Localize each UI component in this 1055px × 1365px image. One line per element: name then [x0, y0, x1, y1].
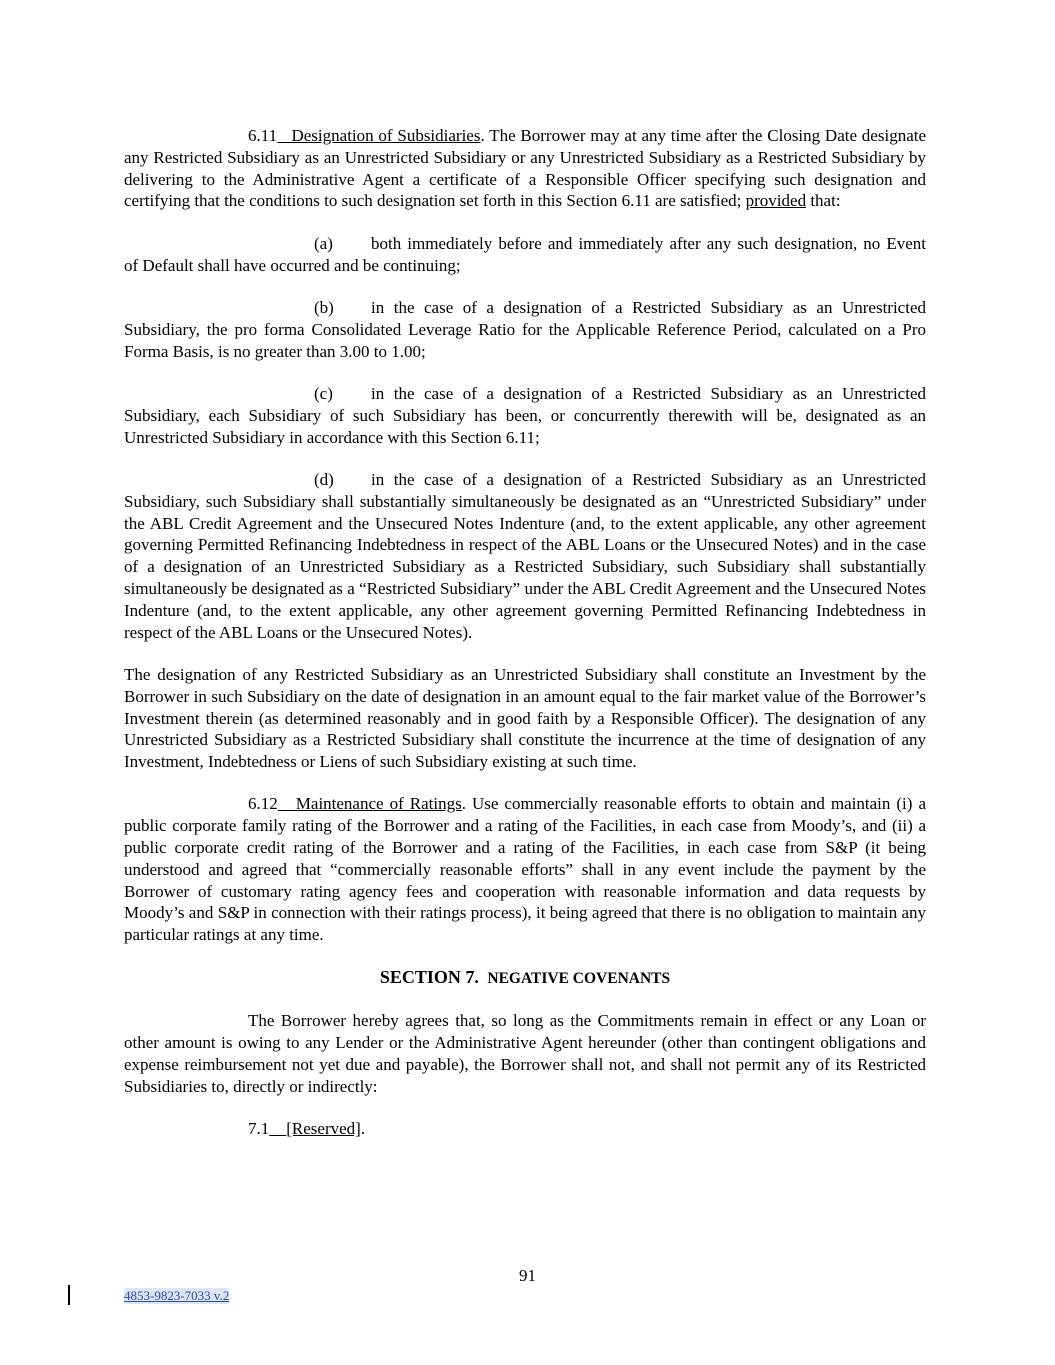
section-6-12-paragraph: [124, 793, 926, 946]
change-bar: [68, 1285, 70, 1305]
section-7-heading: [124, 967, 926, 990]
clause-a: [124, 233, 926, 277]
clause-label: (c): [314, 383, 333, 403]
provided-term: provided: [745, 191, 807, 211]
section-number: 6.12: [248, 794, 278, 814]
underline-gap: [278, 794, 296, 813]
heading-sub: NEGATIVE COVENANTS: [487, 970, 671, 988]
clause-d: [124, 469, 926, 643]
section-title: [Reserved]: [286, 1119, 361, 1139]
designation-closing-paragraph: The designation of any Restricted Subsidiary as an Unrestricted Subsidiary shall constitute an Investment by the Borrower in such Subsidiary on the date of designation in an amount equal to the fair market value of the Borrower’s Investment therein (as determined reasonably and in good faith by a Responsible Officer). The designation of any Unrestricted Subsidiary as a Restricted Subsidiary shall constitute the incurrence at the time of designation of any Investment, Indebtedness or Liens of such Subsidiary existing at such time.: [124, 664, 926, 772]
underline-gap: [277, 126, 291, 145]
clause-label: (b): [314, 297, 334, 317]
page-number: 91: [519, 1266, 536, 1285]
heading-main: SECTION 7.: [379, 967, 479, 988]
clause-text: both immediately before and immediately after any such designation, no Event of Default shall have occurred and be continuing;: [124, 233, 926, 275]
document-body: [124, 125, 926, 1140]
clause-b: [124, 297, 926, 362]
section-title-end: .: [360, 1119, 366, 1139]
underline-gap: [269, 1119, 286, 1138]
clause-text: in the case of a designation of a Restricted Subsidiary as an Unrestricted Subsidiary, such Subsidiary shall substantially simultaneously be designated as an “Unrestricted Subsidiary” under the ABL Credit Agreement and the Unsecured Notes Indenture (and, to the extent applicable, any other agreement governing Permitted Refinancing Indebtedness in respect of the ABL Loans or the Unsecured Notes) and in the case of a designation of an Unrestricted Subsidiary as a Restricted Subsidiary, such Subsidiary shall substantially simultaneously be designated as a “Restricted Subsidiary” under the ABL Credit Agreement and the Unsecured Notes Indenture (and, to the extent applicable, any other agreement governing Permitted Refinancing Indebtedness in respect of the ABL Loans or the Unsecured Notes).: [124, 469, 926, 642]
clause-label: (a): [314, 233, 333, 253]
section-title: Designation of Subsidiaries: [291, 126, 481, 145]
section-7-1: [124, 1118, 926, 1140]
section-7-intro: The Borrower hereby agrees that, so long as the Commitments remain in effect or any Loan or other amount is owing to any Lender or the Administrative Agent hereunder (other than contingent obligations and expense reimbursement not yet due and payable), the Borrower shall not, and shall not permit any of its Restricted Subsidiaries to, directly or indirectly:: [124, 1011, 926, 1096]
section-text-end: that:: [806, 191, 841, 211]
section-text: . The Borrower may at any time after the Closing Date designate any Restricted Subsidiary as an Unrestricted Subsidiary or any Unrestricted Subsidiary as a Restricted Subsidiary by delivering to the Administrative Agent a certificate of a Responsible Officer specifying such designation and certifying that the conditions to such designation set forth in this Section 6.11 are satisfied;: [124, 126, 927, 211]
section-title: Maintenance of Ratings: [295, 794, 462, 814]
clause-c: [124, 383, 926, 448]
section-6-11-paragraph: [124, 125, 926, 212]
document-id: 4853-9823-7033 v.2: [124, 1288, 230, 1303]
clause-label: (d): [314, 469, 334, 489]
clause-text: in the case of a designation of a Restricted Subsidiary as an Unrestricted Subsidiary, the pro forma Consolidated Leverage Ratio for the Applicable Reference Period, calculated on a Pro Forma Basis, is no greater than 3.00 to 1.00;: [124, 297, 926, 361]
clause-text: in the case of a designation of a Restricted Subsidiary as an Unrestricted Subsidiary, each Subsidiary of such Subsidiary has been, or concurrently therewith will be, designated as an Unrestricted Subsidiary in accordance with this Section 6.11;: [124, 383, 926, 447]
section-number: 6.11: [248, 126, 278, 145]
section-text: . Use commercially reasonable efforts to obtain and maintain (i) a public corporate family rating of the Borrower and a rating of the Facilities, in each case from Moody’s, and (ii) a public corporate credit rating of the Borrower and a rating of the Facilities, in each case from S&P (it being understood and agreed that “commercially reasonable efforts” shall in any event include the payment by the Borrower of customary rating agency fees and cooperation with reasonable information and data requests by Moody’s and S&P in connection with their ratings process), it being agreed that there is no obligation to maintain any particular ratings at any time.: [124, 794, 926, 945]
section-number: 7.1: [248, 1119, 270, 1139]
